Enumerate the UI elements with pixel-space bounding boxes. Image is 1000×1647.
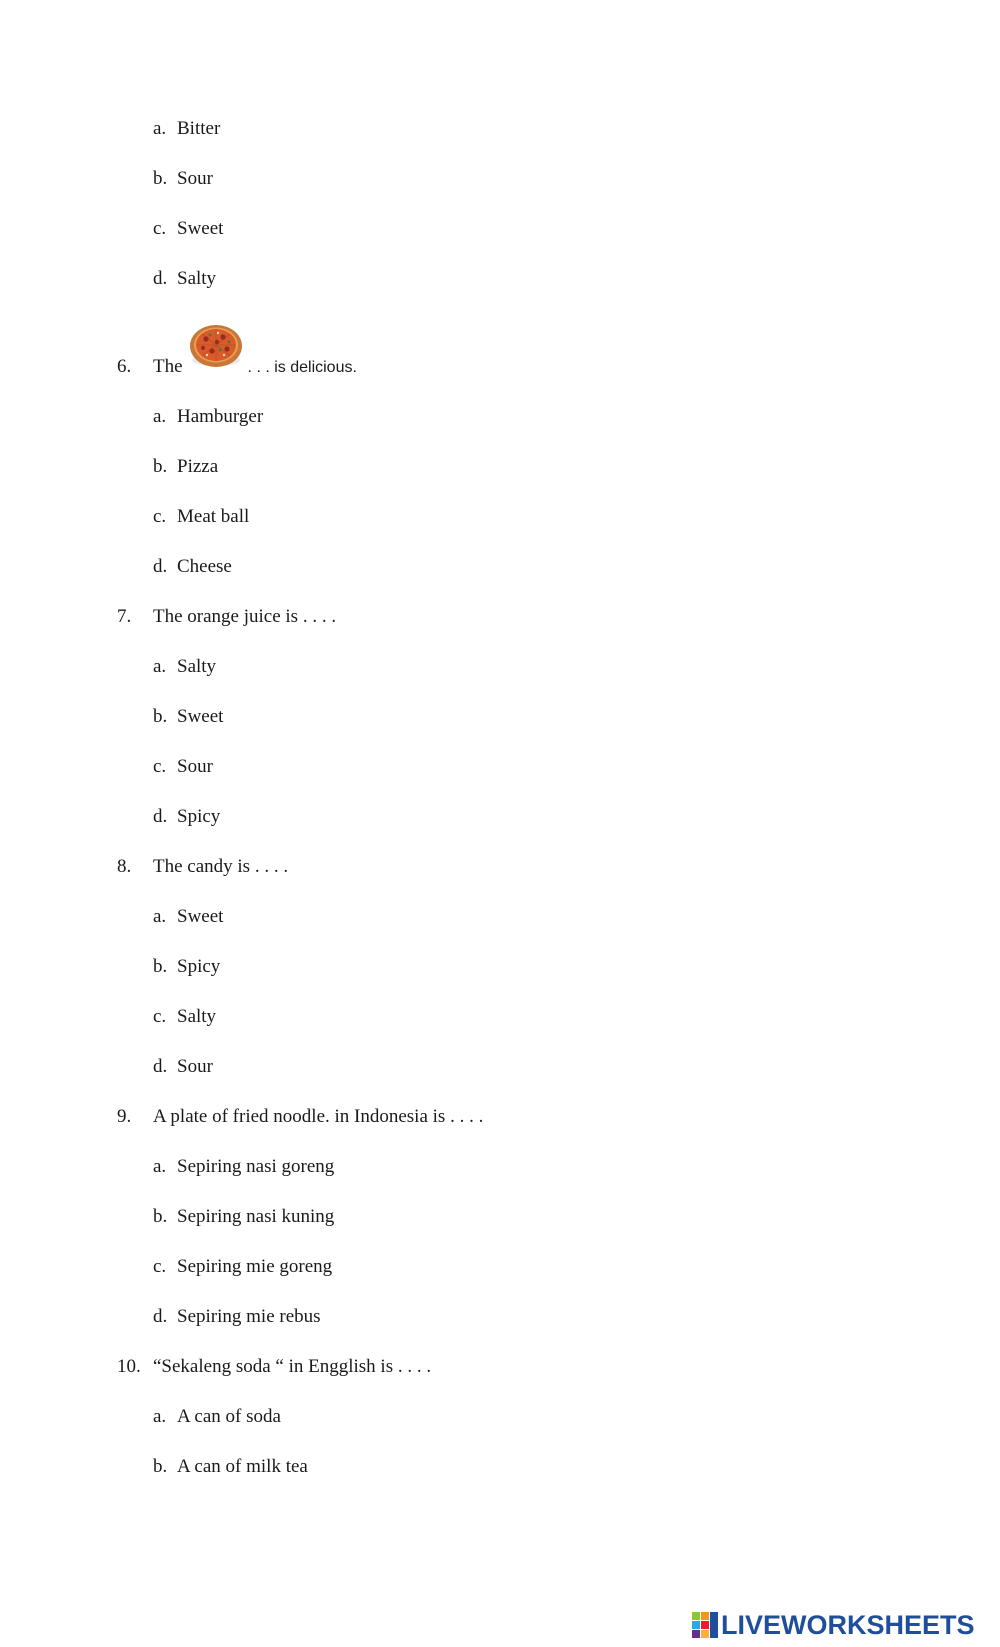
q8-stem: 8. The candy is . . . .: [117, 856, 289, 877]
q8-option-c[interactable]: c. Salty: [153, 1006, 217, 1027]
q8-option-b[interactable]: b. Spicy: [153, 956, 221, 977]
q5-option-b[interactable]: b. Sour: [153, 168, 213, 189]
q6-option-c[interactable]: c. Meat ball: [153, 506, 250, 527]
q9-option-a[interactable]: a. Sepiring nasi goreng: [153, 1156, 335, 1177]
q10-option-a[interactable]: a. A can of soda: [153, 1406, 281, 1427]
q7-option-b[interactable]: b. Sweet: [153, 706, 224, 727]
liveworksheets-logo-icon: [692, 1612, 718, 1638]
q8-option-a[interactable]: a. Sweet: [153, 906, 224, 927]
q7-option-c[interactable]: c. Sour: [153, 756, 213, 777]
q6-option-b[interactable]: b. Pizza: [153, 456, 219, 477]
q9-option-c[interactable]: c. Sepiring mie goreng: [153, 1256, 333, 1277]
q9-option-d[interactable]: d. Sepiring mie rebus: [153, 1306, 321, 1327]
q6-stem: 6. The . . . is delicious.: [117, 356, 357, 377]
q5-option-d[interactable]: d. Salty: [153, 268, 217, 289]
liveworksheets-watermark: [692, 1608, 992, 1642]
pizza-icon: [188, 322, 244, 370]
q7-option-a[interactable]: a. Salty: [153, 656, 217, 677]
q5-option-c[interactable]: c. Sweet: [153, 218, 224, 239]
q10-option-b[interactable]: b. A can of milk tea: [153, 1456, 308, 1477]
q8-option-d[interactable]: d. Sour: [153, 1056, 213, 1077]
q6-option-d[interactable]: d. Cheese: [153, 556, 232, 577]
q6-option-a[interactable]: a. Hamburger: [153, 406, 264, 427]
q10-stem: 10. “Sekaleng soda “ in Engglish is . . . .: [117, 1356, 432, 1377]
q9-stem: 9. A plate of fried noodle. in Indonesia is . . . .: [117, 1106, 484, 1127]
q7-stem: 7. The orange juice is . . . .: [117, 606, 337, 627]
liveworksheets-wordmark: LIVEWORKSHEETS: [721, 1609, 975, 1640]
q9-option-b[interactable]: b. Sepiring nasi kuning: [153, 1206, 335, 1227]
q7-option-d[interactable]: d. Spicy: [153, 806, 221, 827]
q5-option-a[interactable]: a. Bitter: [153, 118, 221, 139]
